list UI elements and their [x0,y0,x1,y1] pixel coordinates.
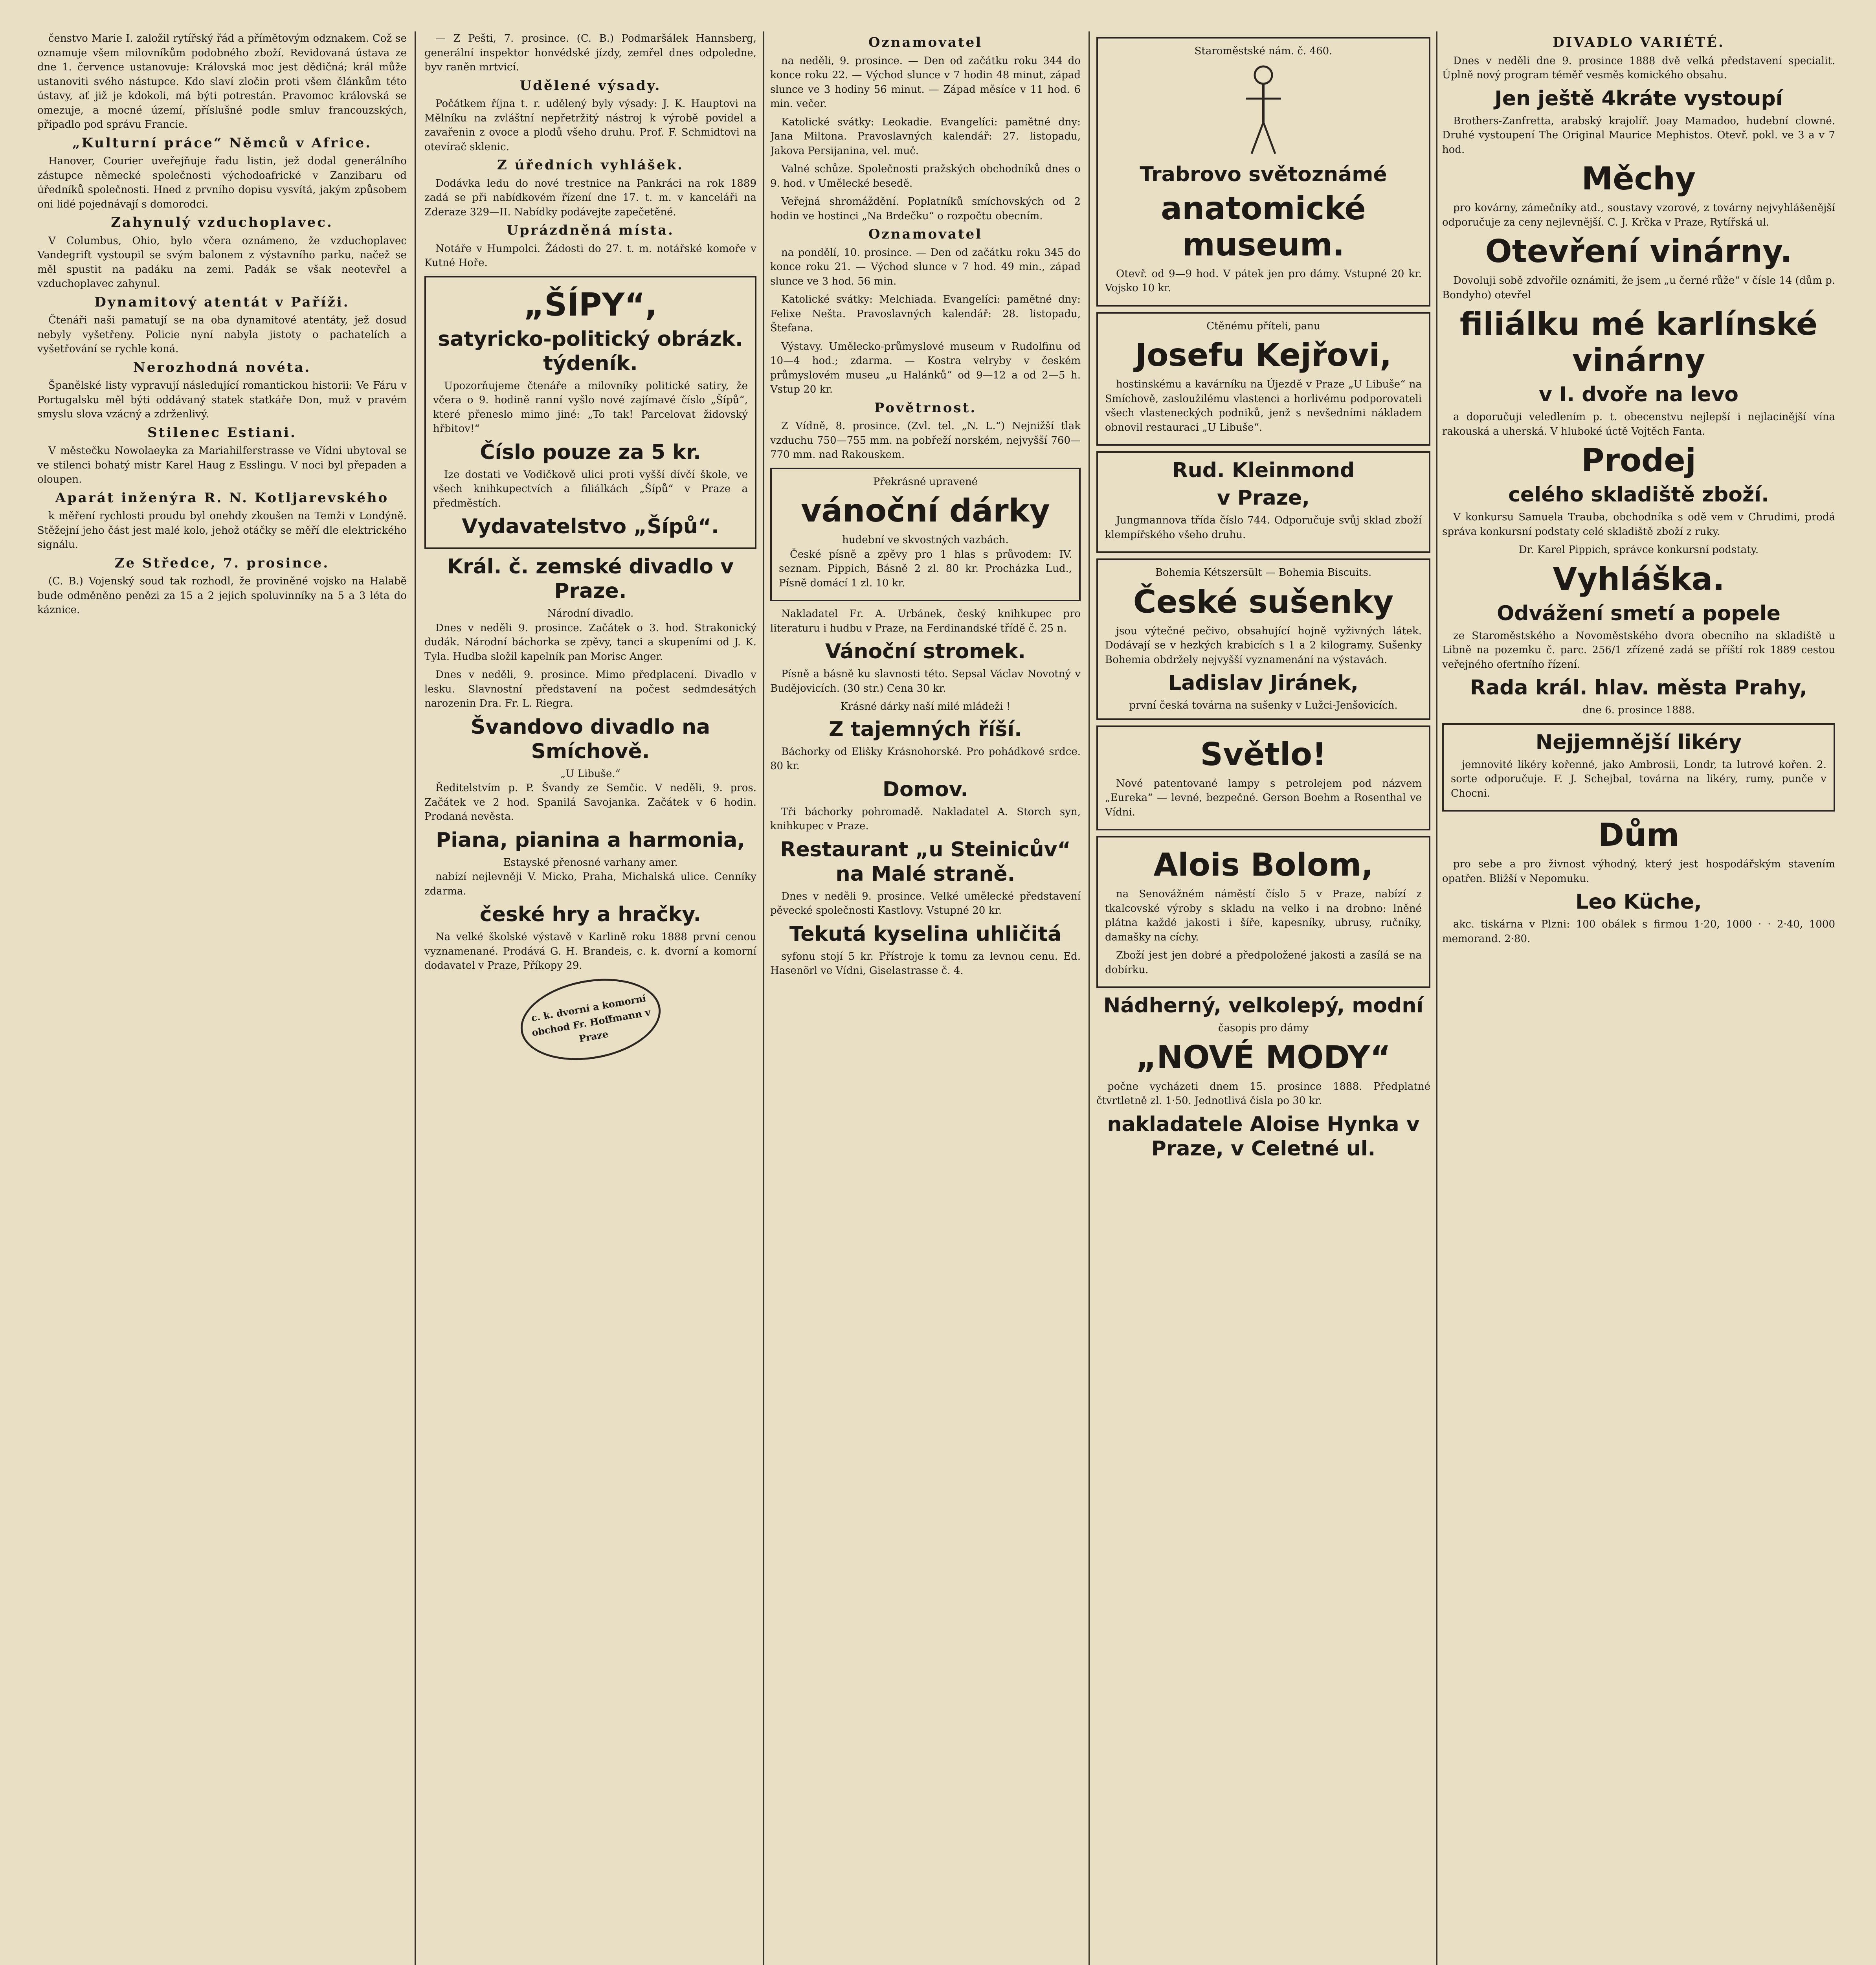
article-body: V městečku Nowolaeyka za Mariahilferstrasse ve Vídni ubytoval se ve stilenci bohatý mistr Karel Haug z Esslingu. V noci byl přepaden a oloupen. [37,445,407,485]
ad-gifts [770,468,1081,602]
article-heading: Uprázdněná místa. [507,222,674,238]
column-ads [1096,31,1430,1965]
theatre-body: Dnes v neděli 9. prosince. Začátek o 3. hod. Strakonický dudák. Národní báchorka se zpěvy, tanci a skupeními od J. K. Tyla. Hudba složil kapelník pan Morisc Anger. [424,622,756,663]
ad-subtitle: v Praze, [1217,486,1310,510]
ad-body: Na velké školské výstavě v Karlině roku 1888 první cenou vyznamenané. Prodává G. H. Brandeis, c. k. dvorní a komorní dodavatel v Praze, Příkopy 29. [424,931,756,971]
article-body: Španělské listy vypravují následující romantickou historii: Ve Fáru v Portugalsku měl býti oddávaný statek statkáře Don, muž v pravém smyslu slova vzácný a zdrženlivý. [37,380,407,420]
article-body: Výstavy. Umělecko-průmyslové museum v Rudolfinu od 10—4 hod.; zdarma. — Kostra velryby v českém průmyslovém museu „u Halánků“ od 9—12 a od 2—5 h. Vstup 20 kr. [770,340,1081,395]
article-body: Dodávka ledu do nové trestnice na Pankráci na rok 1889 zadá se při nabídkovém řízení dne 17. t. m. v kanceláři na Zderaze 329—II. Nabídky podávejte zapečetěné. [424,177,756,218]
ad-body: jemnovité likéry kořenné, jako Ambrosii, Londr, ta lutrové kořen. 2. sorte odporučuje. F. J. Schejbal, továrna na likéry, rumy, punče v Chocni. [1451,758,1826,799]
ad-body: Zboží jest jen dobré a předpoložené jakosti a zasílá se na dobírku. [1105,949,1422,976]
column-announcer [770,31,1081,1965]
ad-pretitle: Krásné dárky naší milé mládeži ! [840,701,1011,713]
article-heading: Udělené výsady. [519,77,661,94]
column-rule [415,31,416,1965]
article-heading: Ze Středce, 7. prosince. [114,555,330,571]
ad-body: Brothers-Zanfretta, arabský krajolíř. Joay Mamadoo, hudební clowné. Druhé vystoupení The Original Maurice Mephistos. Otevř. pokl. ve 3 a v 7 hod. [1442,115,1835,156]
ad-title: Měchy [1581,160,1696,197]
ad-title: Leo Küche, [1575,890,1702,914]
ad-body: Upozorňujeme čtenáře a milovníky politické satiry, že včera o 9. hodině ranní vyšlo nové zajímavé číslo „Šípů“, které přeneslo mimo jiné: „To tak! Parcelovat židovský hřbitov!“ [433,380,748,435]
ad-title: České sušenky [1133,583,1394,620]
ad-signature: Dr. Karel Pippich, správce konkursní podstaty. [1518,544,1759,556]
ad-body: České písně a zpěvy pro 1 hlas s průvodem: IV. seznam. Pippich, Básně 2 zl. 80 kr. Procházka Lud., Písně domácí 1 zl. 10 kr. [779,548,1072,589]
article-body: (C. B.) Vojenský soud tak rozhodl, že proviněné vojsko na Halabě bude odměněno penězi za 15 a 2 jejich spoluvinníky na 5 a 3 léta do káznice. [37,575,407,616]
article-body: Z Vídně, 8. prosince. (Zvl. tel. „N. L.“) Nejnižší tlak vzduchu 750—755 mm. na pobřeží norském, nejvyšší 760—770 mm. nad Rakouskem. [770,420,1081,461]
theatre-body: Dnes v neděli, 9. prosince. Mimo předplacení. Divadlo v lesku. Slavnostní představení na počest sedmdesátých narozenin Dra. Fr. L. Riegra. [424,669,756,709]
theatre-body: Ředitelstvím p. P. Švandy ze Semčic. V neděli, 9. pros. Začátek ve 2 hod. Spanilá Savojanka. Začátek v 6 hodin. Prodaná nevěsta. [424,782,756,823]
ad-body: na Senovážném náměstí číslo 5 v Praze, nabízí z tkalcovské výroby s skladu na velko i na drobno: lněné plátna každé jakosti i šíře, kapesníky, ubrusy, ručníky, damašky na cíchy. [1105,888,1422,943]
ad-title: Z tajemných říší. [829,717,1022,741]
ad-title: Alois Bolom, [1153,847,1373,883]
notice-subtitle: Odvážení smetí a popele [1497,601,1781,625]
notice-title: Vyhláška. [1553,560,1725,597]
ad-subtitle: Estayské přenosné varhany amer. [503,856,678,869]
ad-tribute [1096,312,1430,446]
ad-title: „NOVÉ MODY“ [1136,1039,1391,1076]
column-news [37,31,407,1965]
column-rule [763,31,764,1965]
article-heading: Z úředních vyhlášek. [497,157,684,173]
ad-subtitle: satyricko-politický obrázk. týdeník. [438,327,743,375]
article-body: Katolické svátky: Melchiada. Evangelíci: pamětné dny: Felixe Nešta. Pravoslavných kalendář: 28. listopadu, Štefana. [770,294,1081,334]
ad-body: nabízí nejlevněji V. Micko, Praha, Michalská ulice. Cenníky zdarma. [424,871,756,897]
article-heading: „Kulturní práce“ Němců v Africe. [72,135,372,151]
ad-title: Tekutá kyselina uhličitá [789,922,1062,946]
theatre-subtitle: Národní divadlo. [547,608,634,619]
ad-body: Dnes v neděli 9. prosince. Velké umělecké představení pěvecké společnosti Kastlovy. Vstupné 20 kr. [770,890,1081,916]
ad-bolom [1096,836,1430,988]
article-heading: Aparát inženýra R. N. Kotljarevského [55,490,389,506]
theatre-subtitle: „U Libuše.“ [560,768,620,780]
ad-body: Jungmannova třída číslo 744. Odporučuje svůj sklad zboží klempířského všeho druhu. [1105,514,1422,541]
ad-body: pro kovárny, zámečníky atd., soustavy vzorové, z továrny nejvyhlášenější odporučuje za ceny nejlevnější. C. J. Krčka v Praze, Rytířská ul. [1442,202,1835,228]
ad-pretitle: Bohemia Kétszersült — Bohemia Biscuits. [1155,567,1372,578]
ad-subtitle: hudební ve skvostných vazbách. [842,534,1009,546]
ad-sipy [424,276,756,549]
dateline: — Z Pešti, 7. prosince. (C. B.) Podmaršálek Hannsberg, generální inspektor honvédské jízdy, zemřel dnes odpoledne, byv raněn mrtvicí. [424,33,756,73]
ad-title: Dům [1598,817,1680,853]
ad-body: Báchorky od Elišky Krásnohorské. Pro pohádkové srdce. 80 kr. [770,746,1081,772]
article-body: Hanover, Courier uveřejňuje řadu listin, jež dodal generálního zástupce německé společnosti východoafrické v Zanzibaru od úředníků společnosti. Hned z prvního dopisu vysvítá, jakým způsobem oni lidé pojednávají s domorodci. [37,155,407,210]
ad-title: české hry a hračky. [479,903,701,926]
ad-body: hostinskému a kavárníku na Újezdě v Praze „U Libuše“ na Smíchově, zasloužilému vlastenci a horlivému podporovateli všech vlasteneckých podniků, jenž s nevšedními nákladem obnovil restauraci „U Libuše“. [1105,378,1422,433]
skeleton-illustration [1238,63,1289,158]
article-body: čenstvo Marie I. založil rytířský řád a přímětovým odznakem. Což se oznamuje všem milovníkům podobného zboží. Revidovaná ústava ze dne 1. července ustanovuje: Královská moc jest dědičná; král může ustanoviti svého nástupce. Kdo slaví zločin proti všem článkům této ústavy, ať již je kdokoli, má býti potrestán. Pravomoc královská se omezuje, a mocné území, příslušné podle smluv francouzských, připadlo pod správu Francie. [37,33,407,130]
ad-headline: Jen ještě 4kráte vystoupí [1494,86,1783,110]
ad-lamps [1096,725,1430,831]
article-body: V Columbus, Ohio, bylo včera oznámeno, že vzduchoplavec Vandegrift vystoupil se svým balonem z výstavního parku, načež se měl spustit na padáku na zemi. Padák se však neotevřel a vzduchoplavec zahynul. [37,235,407,290]
ad-body: pro sebe a pro živnost výhodný, který jest hospodářským stavením opatřen. Bližší v Nepomuku. [1442,858,1835,885]
theatre-title: Švandovo divadlo na Smíchově. [470,715,710,763]
ad-body: Nakladatel Fr. A. Urbánek, český knihkupec pro literaturu i hudbu v Praze, na Ferdinandské třídě č. 25 n. [770,608,1081,634]
ad-publisher: nakladatele Aloise Hynka v Praze, v Celetné ul. [1107,1112,1420,1161]
hoffmann-stamp: c. k. dvorní a komorní obchod Fr. Hoffmann v Praze [514,968,667,1070]
ad-title: Rud. Kleinmond [1172,459,1355,482]
ad-subtitle: v I. dvoře na levo [1539,383,1738,406]
ad-anatomy-museum [1096,37,1430,307]
ad-pretitle: Překrásné upravené [873,476,978,488]
article-body: Čtenáři naši pamatují se na oba dynamitové atentáty, jež dosud nebyly vyšetřeny. Policie nyní nabyla jistoty o pachatelích a vyšetřování se rychle koná. [37,314,407,355]
ad-title: Trabrovo světoznámé [1140,162,1387,186]
column-rule [1436,31,1437,1965]
article-heading: Stilenec Estiani. [147,424,297,441]
ad-body: Otevř. od 9—9 hod. V pátek jen pro dámy. Vstupné 20 kr. Vojsko 10 kr. [1105,268,1422,294]
theatre-title: Král. č. zemské divadlo v Praze. [447,555,734,603]
ad-body: Ize dostati ve Vodičkově ulici proti vyšší dívčí škole, ve všech knihkupectvích a filiálkách „Šípů“ v Praze a předměstích. [433,468,748,509]
article-body: Počátkem října t. r. udělený byly výsady: J. K. Hauptovi na Mělníku na zvláštní nepřetržitý nástroj k výrobě povidel a zavařenin z ovoce a plodů všeho druhu. Prof. F. Schmidtovi na otevírač sklenic. [424,98,756,153]
ad-headline: celého skladiště zboží. [1508,483,1769,507]
ad-body: syfonu stojí 5 kr. Přístroje k tomu za levnou cenu. Ed. Hasenörl ve Vídni, Giselastrasse č. 4. [770,950,1081,977]
ad-title: Nejjemnější likéry [1535,730,1742,754]
column-rule [1089,31,1090,1965]
ad-subtitle: časopis pro dámy [1218,1022,1309,1034]
ad-title: Vánoční stromek. [825,640,1026,663]
ad-price: Číslo pouze za 5 kr. [480,440,701,464]
ad-pretitle: Ctěnému příteli, panu [1206,320,1320,332]
ad-title: Prodej [1581,442,1696,479]
article-body: na pondělí, 10. prosince. — Den od začátku roku 345 do konce roku 21. — Východ slunce v 7 hod. 49 min., západ slunce ve 3 hod. 56 min. [770,246,1081,287]
article-body: Katolické svátky: Leokadie. Evangelíci: pamětné dny: Jana Miltona. Pravoslavných kalendář: 27. listopadu, Jakova Persijanina, vel. muč. [770,116,1081,157]
section-heading: Oznamovatel [868,226,983,242]
article-heading: Nerozhodná novéta. [133,359,311,375]
ad-body: a doporučuji veledlením p. t. obecenstvu nejlepší i nejlacinější vína rakouská a uherská. V hluboké úctě Vojtěch Fanta. [1442,411,1835,437]
ad-title: „ŠÍPY“, [523,286,657,323]
ad-title: vánoční dárky [801,492,1050,529]
ad-liqueurs [1442,723,1835,812]
ad-title: Josefu Kejřovi, [1135,337,1392,373]
ad-title: Světlo! [1200,736,1327,773]
ad-pretitle: Nádherný, velkolepý, modní [1103,994,1424,1017]
ad-title: DIVADLO VARIÉTÉ. [1553,35,1725,50]
column-ads-right [1442,31,1835,1965]
ad-body: V konkursu Samuela Trauba, obchodníka s odě vem v Chrudimi, prodá správa konkursní podstaty celé skladiště zboží z ruky. [1442,511,1835,538]
ad-title: Restaurant „u Steinicův“ na Malé straně. [780,837,1071,886]
article-body: k měření rychlosti proudu byl onehdy zkoušen na Temži v Londýně. Stěžejní jeho část jest malé kolo, jehož otáčky se měří dle elektrického signálu. [37,510,407,551]
ad-body: Dnes v neděli dne 9. prosince 1888 dvě velká představení specialit. Úplně nový program téměř vesměs komického obsahu. [1442,55,1835,81]
ad-body: Písně a básně ku slavnosti této. Sepsal Václav Novotný v Budějovicích. (30 str.) Cena 30 kr. [770,668,1081,694]
article-body: Notáře v Humpolci. Žádosti do 27. t. m. notářské komoře v Kutné Hoře. [424,242,756,269]
column-notices [424,31,756,1965]
article-heading: Zahynulý vzduchoplavec. [111,215,333,230]
ad-body: akc. tiskárna v Plzni: 100 obálek s firmou 1·20, 1000 · · 2·40, 1000 memorand. 2·80. [1442,918,1835,945]
ad-kleinmond [1096,451,1430,553]
ad-body: Dovoluji sobě zdvořile oznámiti, že jsem „u černé růže“ v čísle 14 (dům p. Bondyho) otevřel [1442,275,1835,301]
notice-signature: Rada král. hlav. města Prahy, [1470,676,1807,700]
article-body: na neděli, 9. prosince. — Den od začátku roku 344 do konce roku 22. — Východ slunce v 7 hodin 48 minut, západ slunce ve 3 hodiny 56 minut. — Západ měsíce v 11 hod. 6 min. večer. [770,55,1081,110]
section-heading: Povětrnost. [874,400,977,416]
ad-publisher: Vydavatelstvo „Šípů“. [462,515,719,538]
ad-body: Nové patentované lampy s petrolejem pod názvem „Eureka“ — levné, bezpečné. Gerson Boehm a Rosenthal ve Vídni. [1105,777,1422,818]
ad-firm-desc: první česká továrna na sušenky v Lužci-Jenšovicích. [1129,700,1398,711]
ad-biscuits [1096,558,1430,720]
ad-headline: anatomické museum. [1161,190,1366,263]
ad-headline: filiálku mé karlínské vinárny [1459,306,1818,378]
section-heading: Oznamovatel [868,35,983,50]
ad-body: Tři báchorky pohromadě. Nakladatel A. Storch syn, knihkupec v Praze. [770,806,1081,832]
article-body: Veřejná shromáždění. Poplatníků smíchovských od 2 hodin ve hostinci „Na Brdečku“ o rozpočtu obecním. [770,196,1081,222]
ad-firm: Ladislav Jiránek, [1168,671,1358,695]
ad-body: počne vycházeti dnem 15. prosince 1888. Předplatné čtvrtletně zl. 1·50. Jednotlivá čísla po 30 kr. [1096,1080,1430,1107]
ad-title: Piana, pianina a harmonia, [436,828,745,852]
notice-date: dne 6. prosince 1888. [1582,704,1695,716]
ad-body: jsou výtečné pečivo, obsahující hojně vyživných látek. Dodávají se v hezkých krabicích s 1 a 2 kilogramy. Sušenky Bohemia obdržely nejvyšší vyznamenání na výstavách. [1105,625,1422,666]
ad-title: Otevření vinárny. [1485,233,1792,270]
notice-body: ze Staroměstského a Novoměstského dvora obecního na skladiště u Libně na pozemku č. parc. 256/1 zřízené zadá se příští rok 1889 cestou veřejného ofertního řízení. [1442,630,1835,670]
article-body: Valné schůze. Společnosti pražských obchodníků dnes o 9. hod. v Umělecké besedě. [770,163,1081,189]
article-heading: Dynamitový atentát v Paříži. [94,294,350,310]
ad-title: Domov. [882,777,969,801]
ad-pretitle: Staroměstské nám. č. 460. [1194,45,1333,57]
